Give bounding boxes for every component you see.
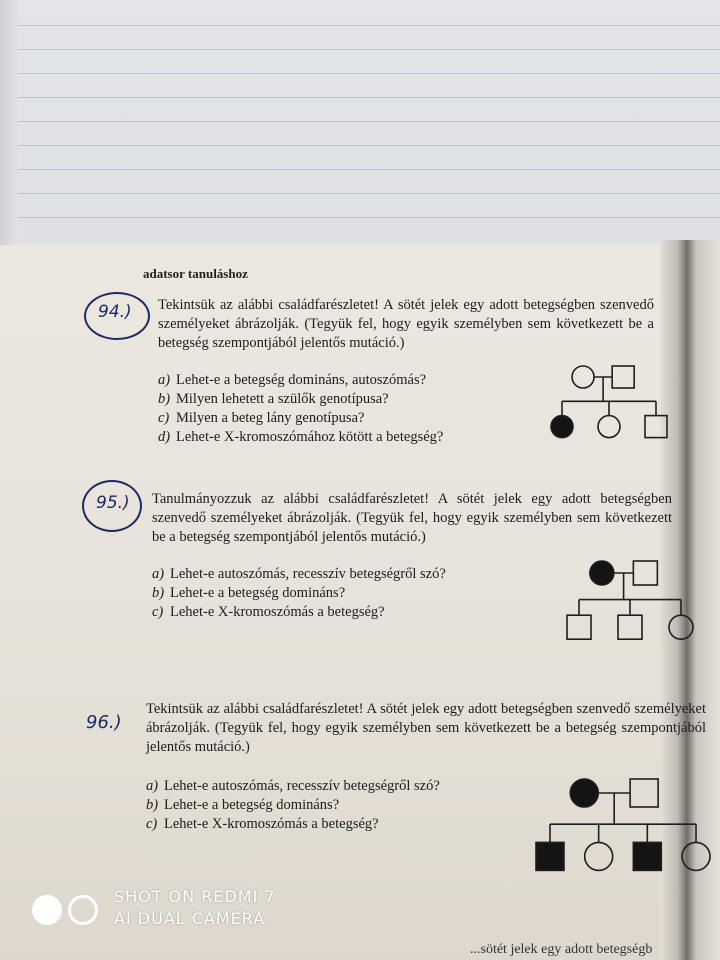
female-symbol xyxy=(572,366,594,388)
affected-female-symbol xyxy=(551,416,573,438)
ruled-line xyxy=(18,217,720,218)
question-item: c) Milyen a beteg lány genotípusa? xyxy=(158,410,365,426)
ruled-line xyxy=(18,169,720,170)
question-item: a) Lehet-e autoszómás, recesszív betegségről szó? xyxy=(146,778,440,794)
ruled-line xyxy=(18,145,720,146)
camera-watermark xyxy=(114,886,276,930)
ruled-line xyxy=(18,49,720,50)
watermark-line1: SHOT ON REDMI 7 xyxy=(114,887,276,906)
male-symbol xyxy=(612,366,634,388)
affected-female-symbol xyxy=(570,779,598,807)
problem-number-96: 96.) xyxy=(86,712,122,733)
female-symbol xyxy=(682,842,710,870)
affected-female-symbol xyxy=(590,561,614,585)
problem-intro: Tekintsük az alábbi családfarészletet! A sötét jelek egy adott betegségben szenvedő személyeket ábrázolják. (Tegyük fel, hogy egyik személyben sem következett be a betegség szempontjából jelentős mutáció.) xyxy=(146,701,706,755)
question-item: c) Lehet-e X-kromoszómás a betegség? xyxy=(146,816,379,832)
page-heading: adatsor tanuláshoz xyxy=(143,266,248,281)
ruled-line xyxy=(18,73,720,74)
affected-male-symbol xyxy=(536,842,564,870)
watermark-dot-icon xyxy=(32,895,62,925)
female-symbol xyxy=(598,416,620,438)
next-page-fragment: ...sötét jelek egy adott betegségb xyxy=(470,942,653,957)
ruled-line xyxy=(18,121,720,122)
pedigree-chart-94 xyxy=(550,365,670,455)
male-symbol xyxy=(645,416,667,438)
female-symbol xyxy=(585,842,613,870)
ruled-line xyxy=(18,25,720,26)
watermark-line2: AI DUAL CAMERA xyxy=(114,909,266,928)
question-item: a) Lehet-e autoszómás, recesszív betegségről szó? xyxy=(152,566,446,582)
ruled-line xyxy=(18,97,720,98)
male-symbol xyxy=(630,779,658,807)
pedigree-chart-96 xyxy=(535,778,715,888)
male-symbol xyxy=(567,615,591,639)
male-symbol xyxy=(633,561,657,585)
problem-intro: Tekintsük az alábbi családfarészletet! A sötét jelek egy adott betegségben szenvedő személyeket ábrázolják. (Tegyük fel, hogy egyik személyben sem következett be a betegség szempontjából jelentős mutáció.) xyxy=(158,297,654,351)
ruled-line xyxy=(18,193,720,194)
question-item: c) Lehet-e X-kromoszómás a betegség? xyxy=(152,604,385,620)
watermark-ring-icon xyxy=(68,895,98,925)
question-item: b) Milyen lehetett a szülők genotípusa? xyxy=(158,391,389,407)
problem-number-95: 95.) xyxy=(96,493,130,513)
question-item: b) Lehet-e a betegség domináns? xyxy=(146,797,340,813)
problem-intro: Tanulmányozzuk az alábbi családfarészletet! A sötét jelek egy adott betegségben szenvedő személyeket ábrázolják. (Tegyük fel, hogy egyik személyben sem következett be a betegség szempontjából jelentős mutáció.) xyxy=(152,491,672,545)
pedigree-chart-95 xyxy=(566,560,696,655)
affected-male-symbol xyxy=(633,842,661,870)
question-item: d) Lehet-e X-kromoszómához kötött a betegség? xyxy=(158,429,444,445)
male-symbol xyxy=(618,615,642,639)
question-item: b) Lehet-e a betegség domináns? xyxy=(152,585,346,601)
notebook-page xyxy=(0,0,720,246)
female-symbol xyxy=(669,615,693,639)
page-curl xyxy=(0,0,18,245)
problem-number-94: 94.) xyxy=(98,302,132,322)
question-item: a) Lehet-e a betegség domináns, autoszómás? xyxy=(158,372,427,388)
